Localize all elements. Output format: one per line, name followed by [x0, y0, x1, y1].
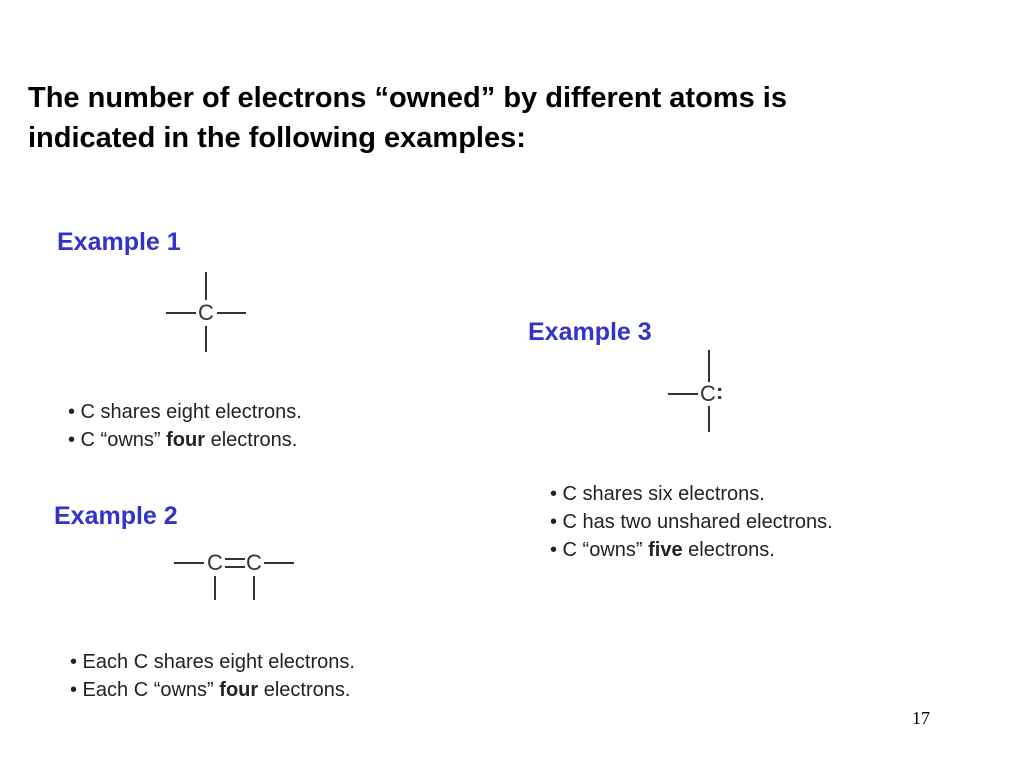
example-2-bullets [70, 648, 355, 704]
lone-pair-dots: : [716, 379, 724, 404]
carbon-atom: C [700, 381, 716, 406]
bullet-item: • C shares eight electrons. [68, 401, 302, 423]
example-3-structure [664, 346, 744, 436]
example-3-label: Example 3 [528, 318, 652, 346]
bullet-item: • Each C “owns” four electrons. [70, 679, 351, 701]
example-1-label: Example 1 [57, 228, 181, 256]
example-1-structure [160, 268, 250, 356]
carbon-atom: C [198, 300, 214, 325]
example-1-bullets [68, 398, 302, 454]
carbon-atom: C [246, 550, 262, 575]
example-2-label: Example 2 [54, 502, 178, 530]
slide-title [28, 78, 988, 158]
bullet-item: • C has two unshared electrons. [550, 511, 833, 533]
example-2-structure [170, 548, 300, 604]
bullet-item: • Each C shares eight electrons. [70, 651, 355, 673]
title-line-2: indicated in the following examples: [28, 122, 526, 154]
example-2-bonds [170, 548, 300, 604]
slide-number: 17 [912, 708, 930, 728]
bullet-item: • C shares six electrons. [550, 483, 765, 505]
carbon-atom: C [207, 550, 223, 575]
example-3-bullets [550, 480, 833, 564]
bullet-item: • C “owns” four electrons. [68, 429, 298, 451]
bullet-item: • C “owns” five electrons. [550, 539, 775, 561]
title-line-1: The number of electrons “owned” by different atoms is [28, 82, 787, 114]
